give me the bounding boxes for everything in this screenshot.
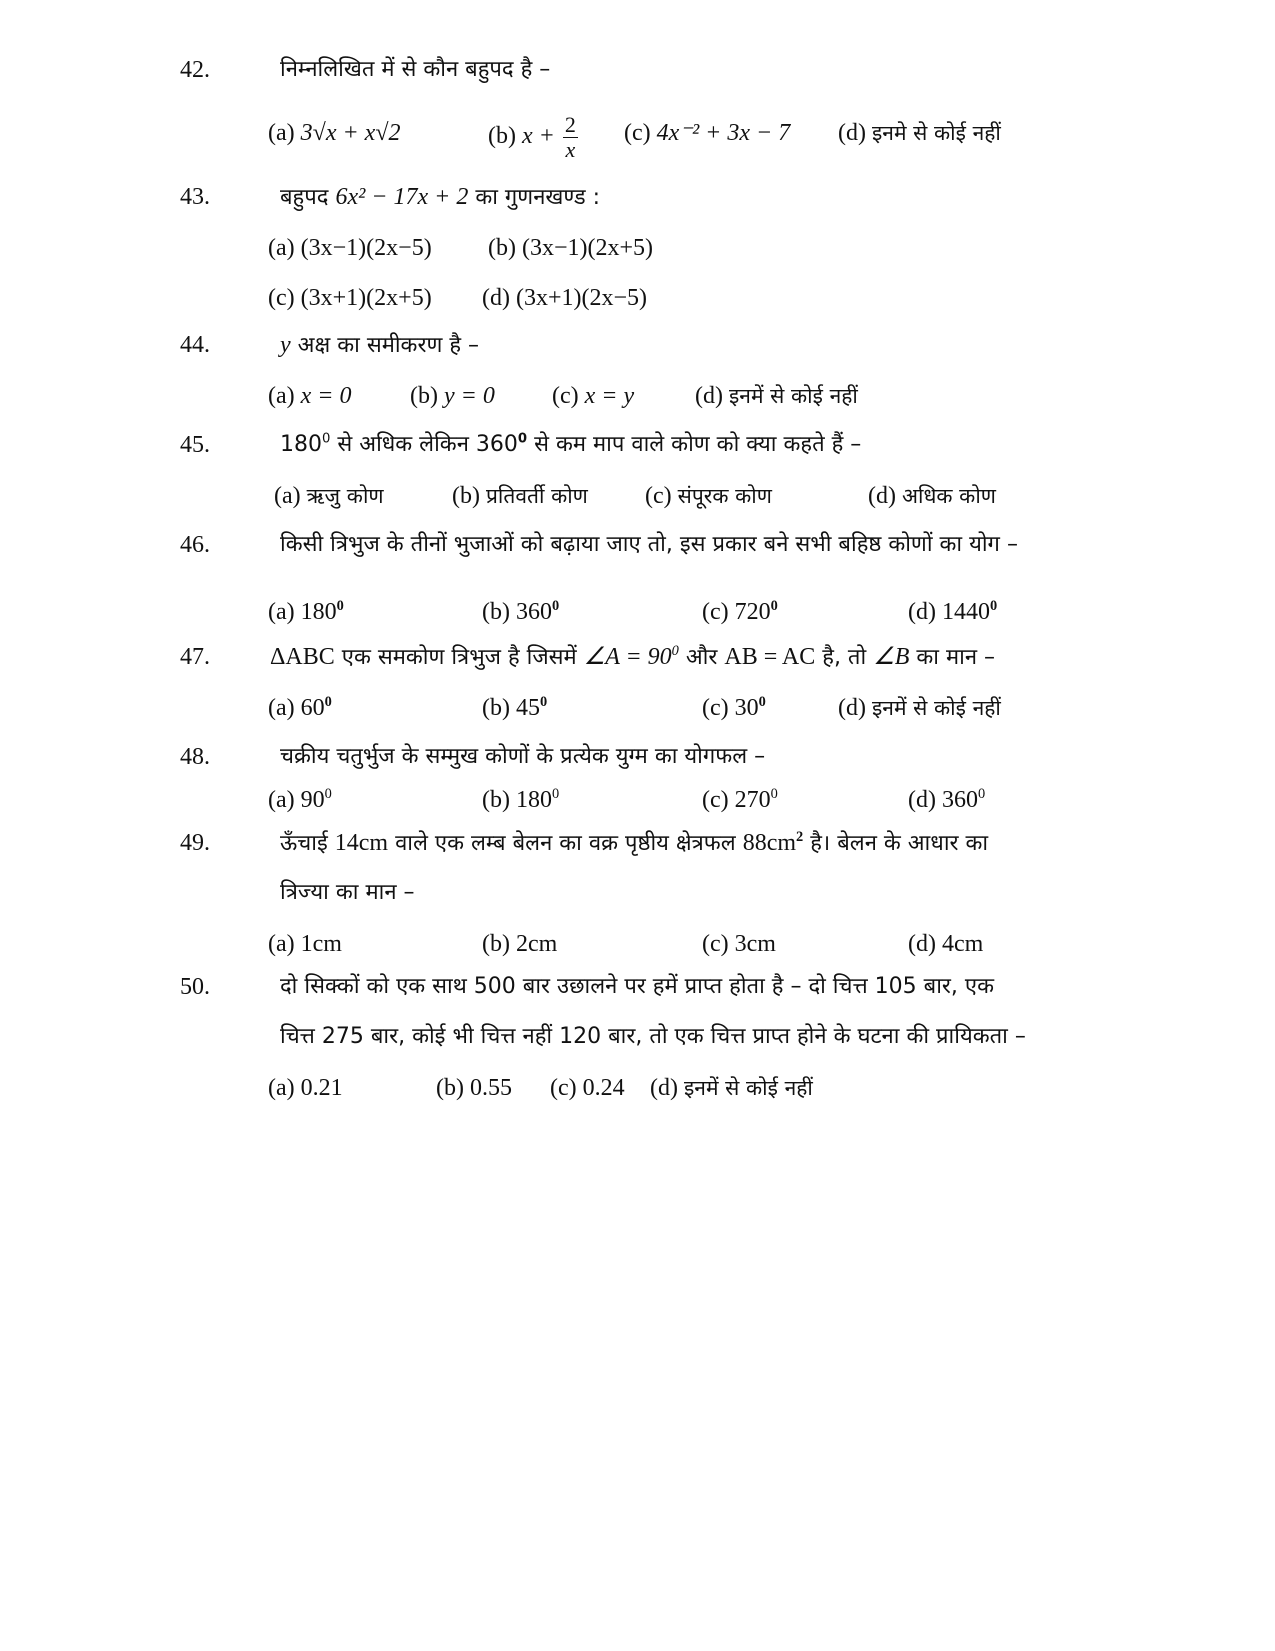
option-text: 90 [300,787,325,813]
degree-mark: 0 [977,786,986,802]
question-number: 50. [180,974,210,1000]
option-d [838,113,1001,153]
fraction-numerator: 2 [564,112,576,137]
stem-value: 180 [280,432,322,457]
degree-mark: 0 [336,598,344,614]
option-text: x + [521,123,555,150]
question-number: 47. [180,644,210,670]
option-label: (a) [268,383,295,409]
question-stem: दो सिक्कों को एक साथ 500 बार उछालने पर हमें प्राप्त होता है – दो चित्त 105 बार, एक [280,974,994,999]
option-text: 0.21 [300,1075,343,1101]
option-label: (d) [695,383,723,409]
degree-mark: 0 [989,598,998,614]
option-c [702,688,766,728]
option-label: (b) [410,383,438,409]
question-stem [280,828,1140,859]
option-text: x = y [584,383,635,409]
option-text: 270 [734,787,771,813]
option-d [482,278,647,318]
option-label: (b) [488,235,516,261]
option-text: (3x+1)(2x+5) [300,285,432,311]
option-text: इनमें से कोई नहीं [728,384,858,408]
option-label: (c) [702,695,729,721]
stem-text: है। बेलन के आधार का [810,831,989,856]
option-label: (b) [436,1075,464,1101]
stem-math: 6x² − 17x + 2 [335,184,469,210]
option-label: (b) [488,123,516,150]
exponent: 2 [796,829,804,845]
stem-equation: AB = AC [724,644,816,670]
option-text: 0.55 [469,1075,512,1101]
option-a [268,113,400,153]
option-label: (a) [268,235,295,261]
option-text: प्रतिवर्ती कोण [485,484,588,508]
option-b [482,780,559,820]
options-row [0,688,1275,732]
options-row [0,592,1275,636]
stem-text: अक्ष का समीकरण है – [297,333,480,358]
stem-text: बहुपद [280,185,329,210]
option-a [268,376,352,416]
question-number: 49. [180,830,210,856]
option-label: (d) [868,483,896,509]
option-text: 180 [300,599,337,625]
option-text: 2cm [515,931,558,957]
option-text: इनमे से कोई नहीं [871,121,1001,145]
option-text: 360 [941,787,978,813]
option-a [268,1068,343,1108]
fraction-denominator: x [565,137,576,162]
fraction [563,113,578,162]
option-text: y = 0 [443,383,495,409]
option-a [268,924,342,964]
option-value [301,599,344,625]
option-value [301,695,332,721]
option-d [695,376,858,416]
option-text: x = 0 [300,383,352,409]
degree-mark: 0 [551,598,560,614]
option-label: (a) [268,787,295,813]
options-row [0,924,1275,968]
stem-value: 88cm [742,830,797,856]
option-label: (b) [482,931,510,957]
option-d [908,592,997,632]
stem-variable: y [280,332,291,358]
degree-mark: 0 [551,786,560,802]
stem-text: से कम माप वाले कोण को क्या कहते हैं – [534,432,862,457]
stem-number [280,432,330,457]
question-stem [270,642,1130,673]
degree-mark: 0 [671,643,679,659]
option-text: 0.24 [582,1075,625,1101]
option-label: (c) [550,1075,577,1101]
options-row [0,1068,1275,1112]
stem-text: का मान – [916,645,996,670]
option-label: (d) [908,787,936,813]
option-label: (c) [702,787,729,813]
question-stem [280,330,1140,361]
option-b [488,113,578,162]
option-b [482,688,547,728]
option-value [735,787,778,813]
option-label: (c) [645,483,672,509]
stem-angle [584,644,679,670]
option-text: अधिक कोण [901,484,996,508]
option-text: 3√x + x√2 [300,120,401,146]
option-label: (c) [552,383,579,409]
option-text: (3x−1)(2x−5) [300,235,432,261]
degree-mark: 0 [324,786,332,802]
options-row [0,376,1275,420]
option-value [942,787,985,813]
option-a [268,688,332,728]
option-d [908,780,985,820]
option-value [301,787,332,813]
option-label: (d) [838,695,866,721]
stem-area [743,830,804,856]
option-b [452,476,588,516]
option-c [702,924,776,964]
option-text: 60 [300,695,325,721]
option-a [268,780,332,820]
question-stem [280,430,1140,460]
option-b [482,592,559,632]
question-number: 48. [180,744,210,770]
option-d [908,924,983,964]
stem-text: ऊँचाई [280,831,328,856]
stem-height: 14cm [334,830,389,856]
stem-text: से अधिक लेकिन [337,432,469,457]
option-text: 720 [734,599,771,625]
option-text: इनमें से कोई नहीं [871,696,1001,720]
option-label: (c) [702,599,729,625]
option-label: (d) [650,1075,678,1101]
options-row [0,278,1275,322]
option-label: (b) [482,695,510,721]
degree-mark: 0 [539,694,548,710]
option-b [488,228,653,268]
option-a [268,592,344,632]
option-label: (d) [908,931,936,957]
option-d [868,476,996,516]
stem-text: वाले एक लम्ब बेलन का वक्र पृष्ठीय क्षेत्रफल [395,831,736,856]
option-a [274,476,384,516]
option-text: 1cm [300,931,342,957]
question-number: 42. [180,57,210,83]
question-stem-line-2: त्रिज्या का मान – [280,880,415,905]
option-label: (a) [268,120,295,146]
option-label: (c) [624,120,651,146]
stem-value: 360 [475,432,518,457]
option-text: 3cm [734,931,776,957]
option-c [624,113,790,153]
option-label: (c) [268,285,295,311]
option-c [268,278,432,318]
option-text: 30 [734,695,759,721]
option-value [735,695,766,721]
question-stem: निम्नलिखित में से कौन बहुपद है – [280,57,551,82]
option-value [516,787,559,813]
option-label: (a) [268,1075,295,1101]
stem-value: ∠A = 90 [583,644,672,670]
option-text: 360 [515,599,552,625]
question-stem-line-2: चित्त 275 बार, कोई भी चित्त नहीं 120 बार, तो एक चित्त प्राप्त होने के घटना की प्रायिकता – [280,1024,1026,1049]
stem-text: का गुणनखण्ड : [475,185,601,210]
option-text: संपूरक कोण [677,484,772,508]
option-value [516,695,547,721]
stem-angle: ∠B [873,644,910,670]
stem-number [476,432,527,457]
option-text: 180 [515,787,552,813]
question-number: 46. [180,532,210,558]
degree-mark: 0 [770,598,778,614]
question-number: 43. [180,184,210,210]
option-label: (a) [268,931,295,957]
stem-text: है, तो [822,645,867,670]
option-d [838,688,1001,728]
degree-mark: 0 [324,694,332,710]
option-b [410,376,495,416]
option-value [942,599,997,625]
option-text: 4x⁻² + 3x − 7 [656,120,791,146]
option-d [650,1068,813,1108]
stem-text: एक समकोण त्रिभुज है जिसमें [341,645,577,670]
degree-mark: 0 [770,786,778,802]
options-row [0,228,1275,272]
option-text: 1440 [941,599,990,625]
question-number: 44. [180,332,210,358]
option-label: (b) [452,483,480,509]
triangle-label: ΔABC [270,644,335,670]
option-c [552,376,634,416]
option-text: ऋजु कोण [306,484,384,508]
options-row [0,780,1275,824]
option-text: 4cm [941,931,984,957]
option-a [268,228,432,268]
option-c [702,780,778,820]
options-row [0,112,1275,162]
question-stem: चक्रीय चतुर्भुज के सम्मुख कोणों के प्रत्येक युग्म का योगफल – [280,744,766,769]
degree-mark: 0 [758,694,766,710]
option-label: (c) [702,931,729,957]
option-text: इनमें से कोई नहीं [683,1076,813,1100]
option-b [436,1068,512,1108]
option-text: (3x+1)(2x−5) [515,285,648,311]
question-stem: किसी त्रिभुज के तीनों भुजाओं को बढ़ाया जाए तो, इस प्रकार बने सभी बहिष्ठ कोणों का योग – [280,532,1018,557]
option-label: (a) [268,695,295,721]
options-row [0,476,1275,520]
option-c [550,1068,625,1108]
degree-mark: 0 [322,431,331,447]
option-c [702,592,778,632]
option-value [735,599,778,625]
option-value [516,599,559,625]
option-text: 45 [515,695,540,721]
option-b [482,924,557,964]
degree-mark: 0 [517,431,528,447]
question-number: 45. [180,432,210,458]
option-label: (d) [908,599,936,625]
option-label: (a) [268,599,295,625]
option-label: (b) [482,599,510,625]
option-label: (d) [838,120,866,146]
option-c [645,476,772,516]
stem-text: और [685,645,718,670]
option-label: (d) [482,285,510,311]
option-text: (3x−1)(2x+5) [521,235,654,261]
option-label: (a) [274,483,301,509]
question-stem [280,182,1140,213]
option-label: (b) [482,787,510,813]
